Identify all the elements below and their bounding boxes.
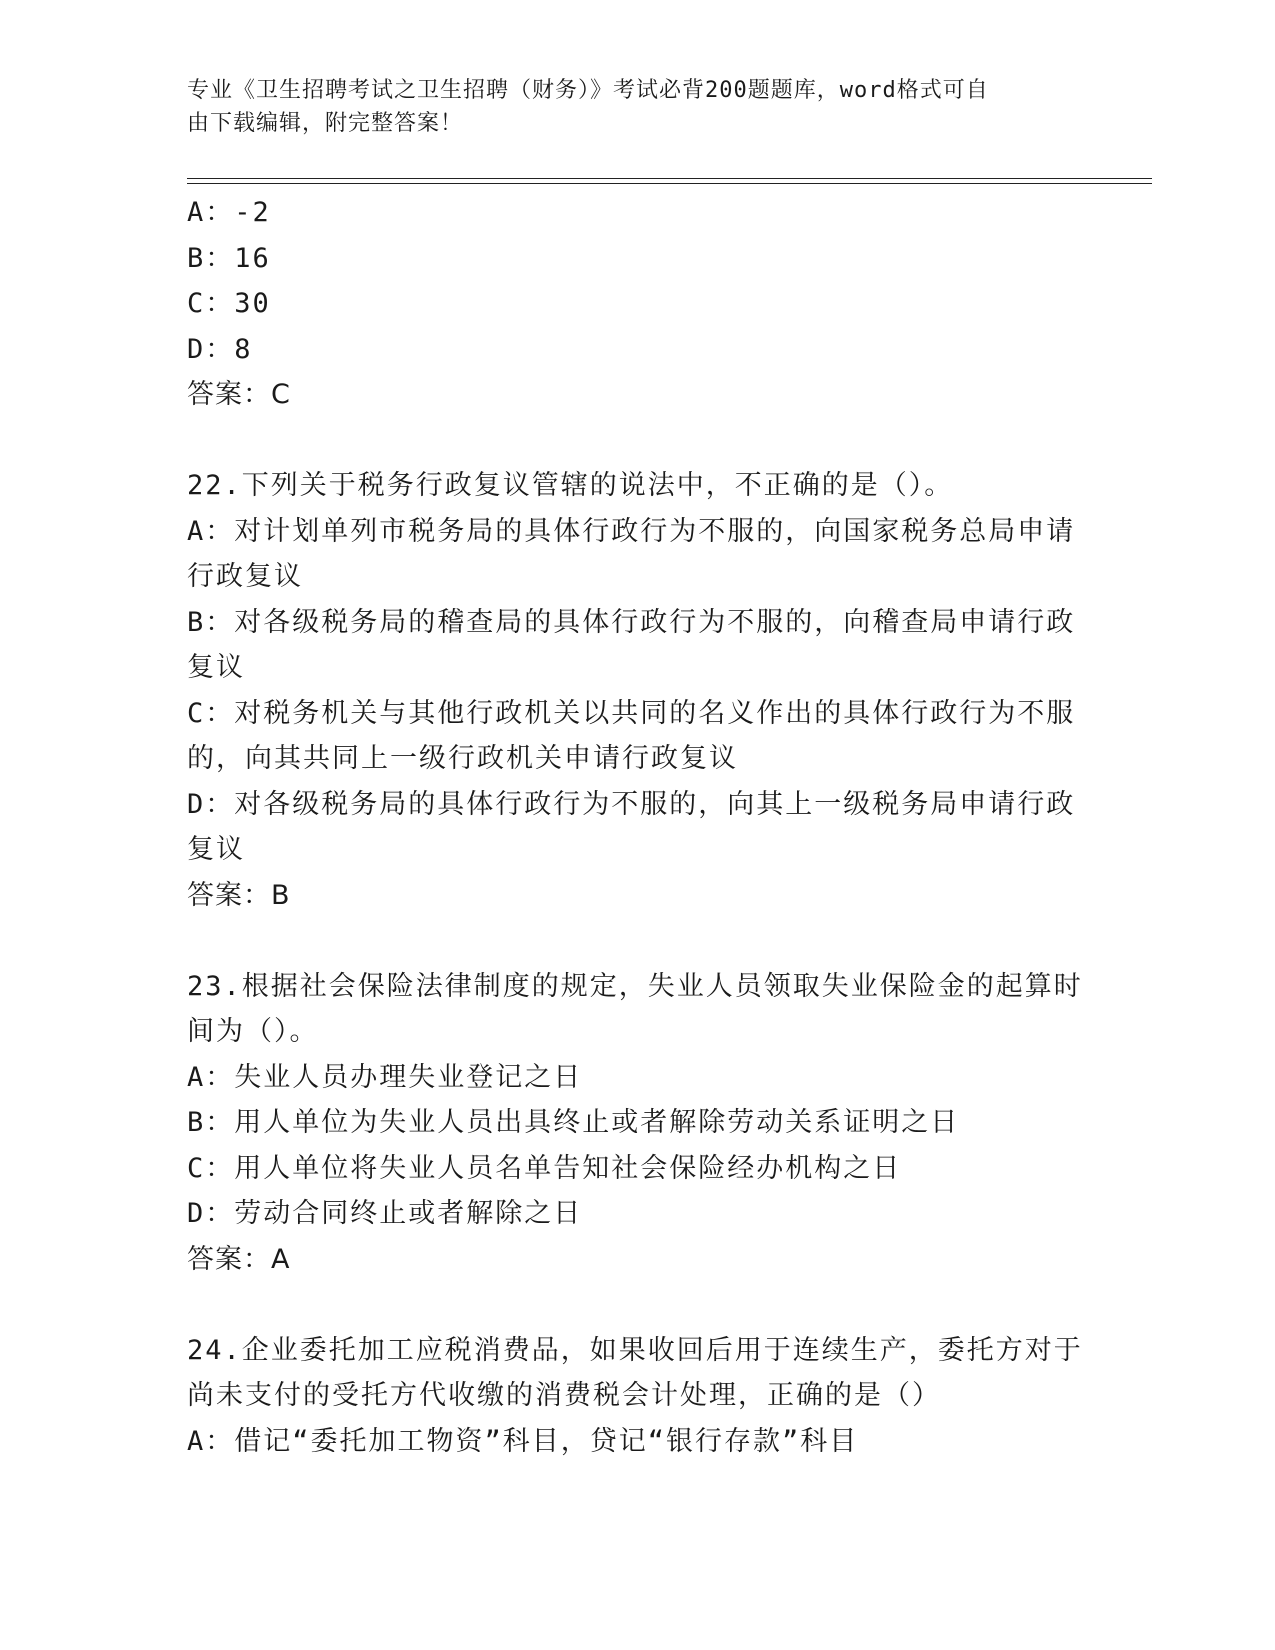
option-d-continued: 复议 [187,834,245,865]
option-b-continued: 复议 [187,652,245,683]
option-a: A：失业人员办理失业登记之日 [187,1061,583,1093]
header-divider-bottom [187,183,1152,184]
spacer [187,918,1087,964]
question-text-continued: 尚未支付的受托方代收缴的消费税会计处理，正确的是（） [187,1380,941,1411]
question-text-continued: 间为（）。 [187,1016,319,1047]
header-divider-top [187,178,1152,179]
option-b: B：用人单位为失业人员出具终止或者解除劳动关系证明之日 [187,1107,960,1138]
option-b: B：16 [187,242,271,274]
question-text: 23.根据社会保险法律制度的规定，失业人员领取失业保险金的起算时 [187,970,1083,1002]
option-c-continued: 的，向其共同上一级行政机关申请行政复议 [187,743,738,774]
option-d: D：劳动合同终止或者解除之日 [187,1198,583,1229]
option-a: A：对计划单列市税务局的具体行政行为不服的，向国家税务总局申请 [187,515,1076,547]
spacer [187,418,1087,464]
option-a: A：借记“委托加工物资”科目，贷记“银行存款”科目 [187,1425,859,1457]
option-b: B：对各级税务局的稽查局的具体行政行为不服的，向稽查局申请行政 [187,606,1076,638]
option-a: A：-2 [187,197,271,228]
question-text: 24.企业委托加工应税消费品，如果收回后用于连续生产，委托方对于 [187,1334,1083,1366]
page-header [187,74,1067,140]
answer-line: 答案：B [187,879,291,911]
answer-line: 答案：A [187,1243,291,1275]
question-21-options [187,190,1087,418]
question-text: 22.下列关于税务行政复议管辖的说法中，不正确的是（）。 [187,470,954,501]
header-line-2: 由下载编辑，附完整答案！ [187,111,464,136]
option-c: C：30 [187,288,271,319]
header-line-1: 专业《卫生招聘考试之卫生招聘（财务）》考试必背200题题库，word格式可自 [187,78,989,103]
question-22 [187,463,1087,918]
option-d: D：8 [187,333,253,365]
option-a-continued: 行政复议 [187,561,303,592]
option-c: C：用人单位将失业人员名单告知社会保险经办机构之日 [187,1152,902,1184]
option-d: D：对各级税务局的具体行政行为不服的，向其上一级税务局申请行政 [187,788,1076,820]
question-24 [187,1328,1087,1465]
document-body [187,190,1087,1464]
answer-line: 答案：C [187,379,291,410]
question-23 [187,964,1087,1283]
spacer [187,1282,1087,1328]
option-c: C：对税务机关与其他行政机关以共同的名义作出的具体行政行为不服 [187,697,1076,729]
